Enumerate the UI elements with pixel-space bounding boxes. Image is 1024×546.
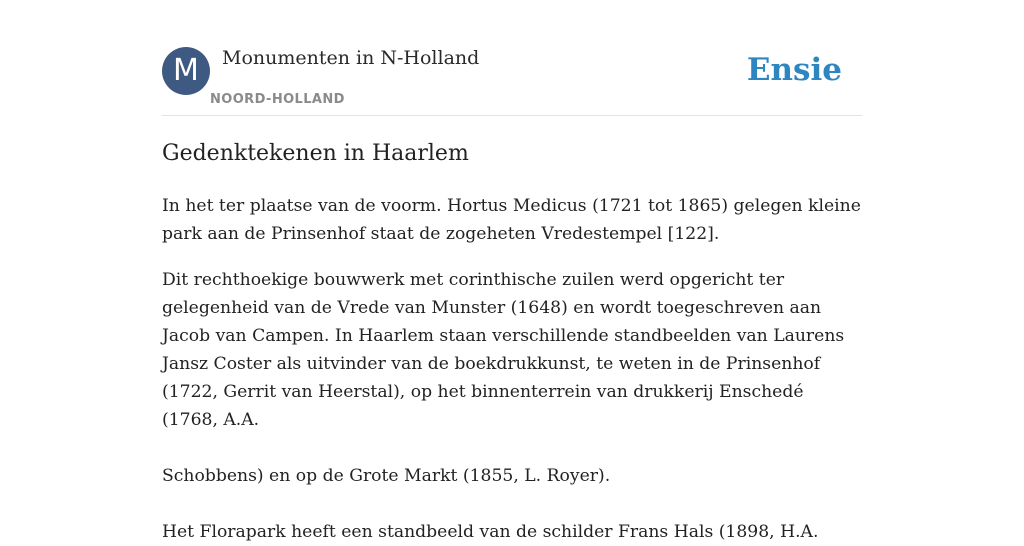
article-paragraph-2: Dit rechthoekige bouwwerk met corinthische zuilen werd opgericht ter gelegenheid van de Vrede van Munster (1648) en wordt toegeschreven aan Jacob van Campen. In Haarlem staan verschillende standbeelden van Laurens Jansz Coster als uitvinder van de boekdrukkunst, te weten in de Prinsenhof (1722, Gerrit van Heerstal), op het binnenterrein van drukkerij Enschedé (1768, A.A. (162, 270, 845, 430)
article-paragraph-1: In het ter plaatse van de voorm. Hortus Medicus (1721 tot 1865) gelegen kleine park aan de Prinsenhof staat de zogeheten Vredestempel [122]. (162, 196, 861, 244)
source-category-link[interactable]: NOORD-HOLLAND (210, 92, 345, 107)
article-title: Gedenktekenen in Haarlem (162, 141, 469, 166)
article-paragraph-3: Schobbens) en op de Grote Markt (1855, L. Royer). (162, 466, 611, 486)
source-header (162, 46, 862, 116)
paragraph-spacer (162, 490, 862, 518)
paragraph-spacer (162, 434, 862, 462)
header-divider (162, 115, 862, 116)
source-avatar[interactable]: M (162, 47, 210, 95)
article-paragraph-4: Het Florapark heeft een standbeeld van de schilder Frans Hals (1898, H.A. (162, 522, 819, 542)
brand-logo-link[interactable]: Ensie (746, 52, 842, 88)
source-title-link[interactable]: Monumenten in N-Holland (222, 47, 480, 69)
article-content (162, 138, 862, 546)
